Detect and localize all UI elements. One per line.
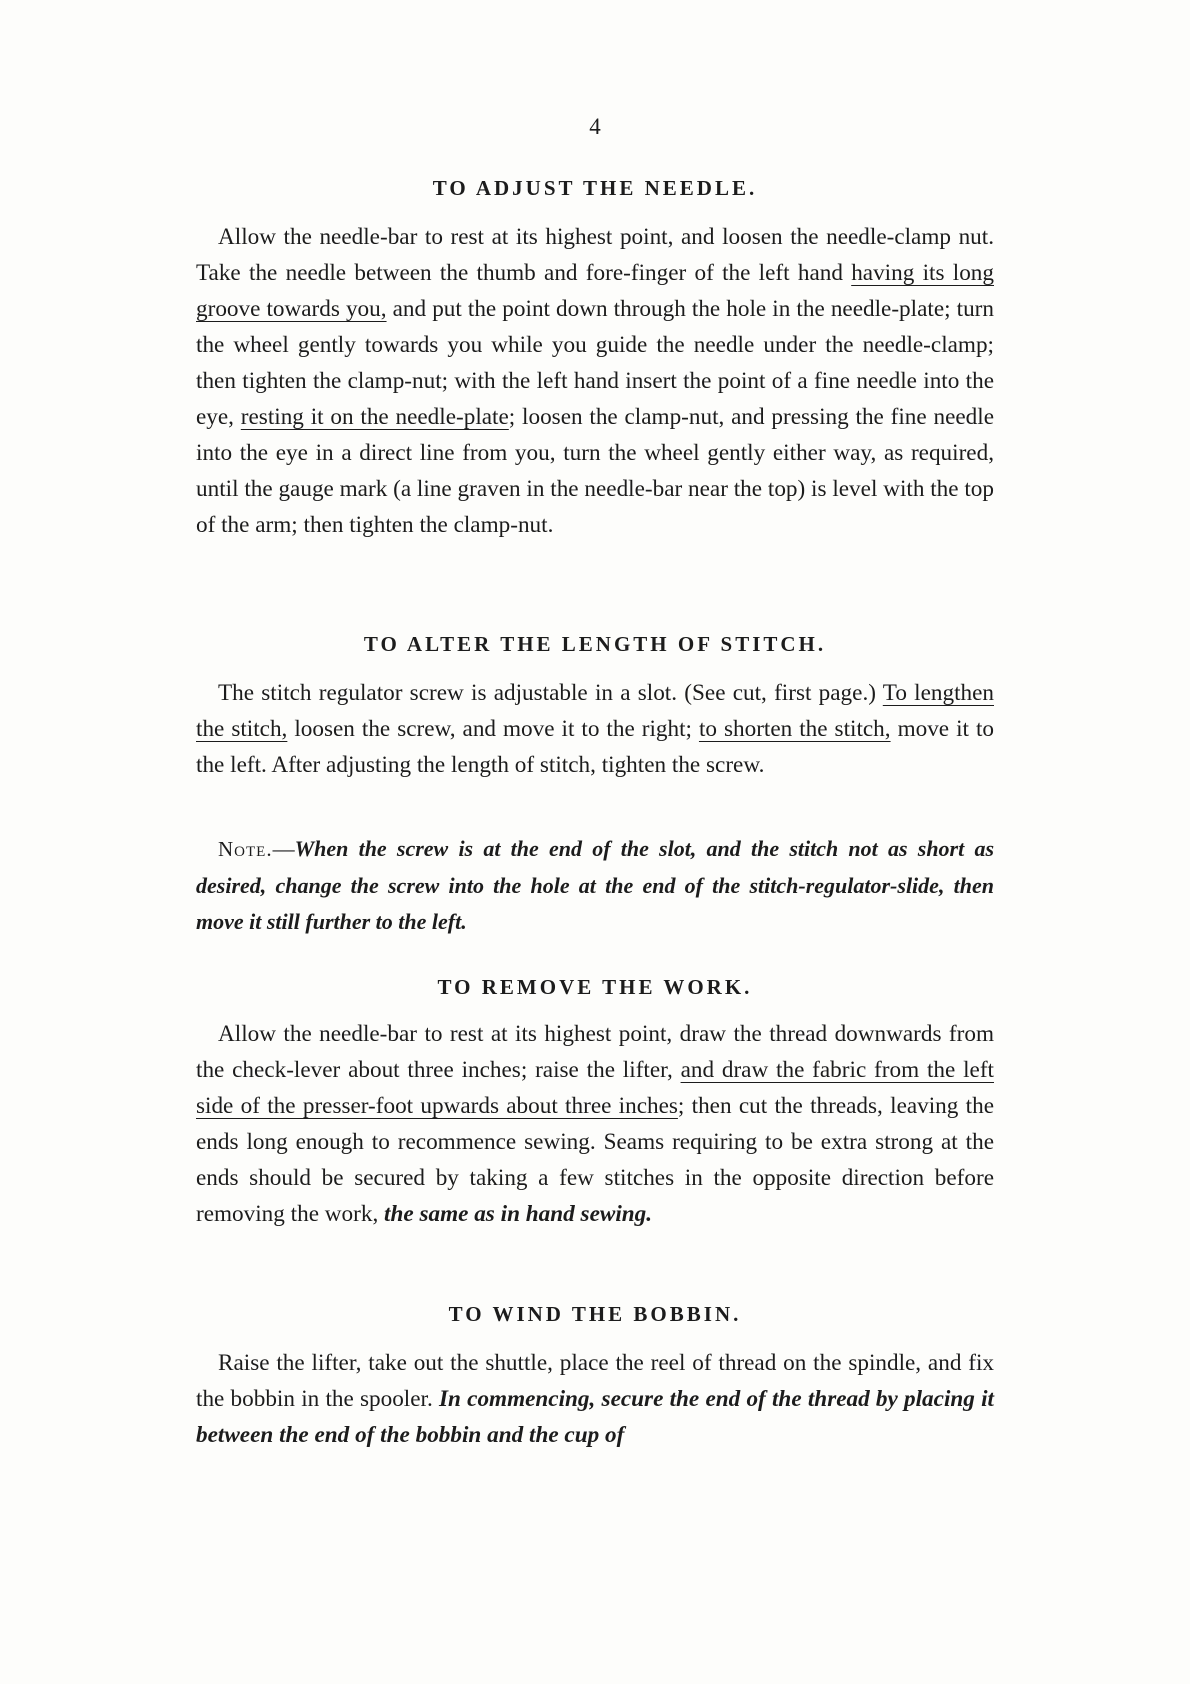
heading-remove-work: TO REMOVE THE WORK. <box>437 975 753 999</box>
text-run: and put the point down through the hole in the needle-plate; turn the wheel gently towards you while you guide the needle under the needle-clamp; then tighten the clamp-nut; with the left hand insert the point of a fine needle into the eye, <box>196 296 994 430</box>
paragraph-adjust-needle <box>196 219 994 543</box>
text-run: The stitch regulator screw is adjustable in a slot. (See cut, first page.) <box>218 680 883 706</box>
text-run: loosen the screw, and move it to the right; <box>287 716 699 742</box>
section-alter-stitch <box>196 675 994 783</box>
note-dash: — <box>272 836 295 861</box>
text-run: ; then cut the threads, leaving the ends long enough to recommence sewing. Seams requiring to be extra strong at the ends should be secured by taking a few stitches in the opposite direction before removing the work, <box>196 1093 994 1227</box>
note-paragraph <box>196 831 994 941</box>
text-run: move it to the left. After adjusting the length of stitch, tighten the screw. <box>196 716 994 778</box>
paragraph-remove-work <box>196 1016 994 1232</box>
text-run: ; loosen the clamp-nut, and pressing the fine needle into the eye in a direct line from you, turn the wheel gently either way, as required, until the gauge mark (a line graven in the needle-bar near the top) is level with the top of the arm; then tighten the clamp-nut. <box>196 404 994 538</box>
text-run: Raise the lifter, take out the shuttle, place the reel of thread on the spindle, and fix the bobbin in the spooler. <box>196 1350 994 1412</box>
page-number: 4 <box>589 114 601 139</box>
section-remove-work <box>196 1016 994 1232</box>
underlined-text: resting it on the needle-plate <box>240 404 509 430</box>
note-label: Note. <box>218 837 273 861</box>
paragraph-wind-bobbin <box>196 1345 994 1453</box>
note-text: When the screw is at the end of the slot, and the stitch not as short as desired, change the screw into the hole at the end of the stitch-regulator-slide, then move it still further to the left. <box>196 836 994 934</box>
note-block <box>196 831 994 941</box>
heading-alter-stitch: TO ALTER THE LENGTH OF STITCH. <box>363 632 827 656</box>
text-run: Allow the needle-bar to rest at its highest point, draw the thread downwards from the check-lever about three inches; raise the lifter, <box>196 1021 994 1083</box>
underlined-text: to shorten the stitch, <box>698 716 891 742</box>
italic-text: the same as in hand sewing. <box>384 1201 653 1227</box>
underlined-text: and draw the fabric from the left side of the presser-foot upwards about three inches <box>196 1057 994 1119</box>
section-adjust-needle <box>196 219 994 543</box>
underlined-text: To lengthen the stitch, <box>196 680 994 742</box>
paragraph-alter-stitch <box>196 675 994 783</box>
heading-adjust-needle: TO ADJUST THE NEEDLE. <box>432 176 758 200</box>
heading-wind-bobbin: TO WIND THE BOBBIN. <box>448 1302 742 1326</box>
section-wind-bobbin <box>196 1345 994 1453</box>
italic-text: In commencing, secure the end of the thread by placing it between the end of the bobbin and the cup of <box>196 1386 994 1448</box>
text-run: Allow the needle-bar to rest at its highest point, and loosen the needle-clamp nut. Take the needle between the thumb and fore-finger of the left hand <box>196 224 994 286</box>
underlined-text: having its long groove towards you, <box>196 260 994 322</box>
